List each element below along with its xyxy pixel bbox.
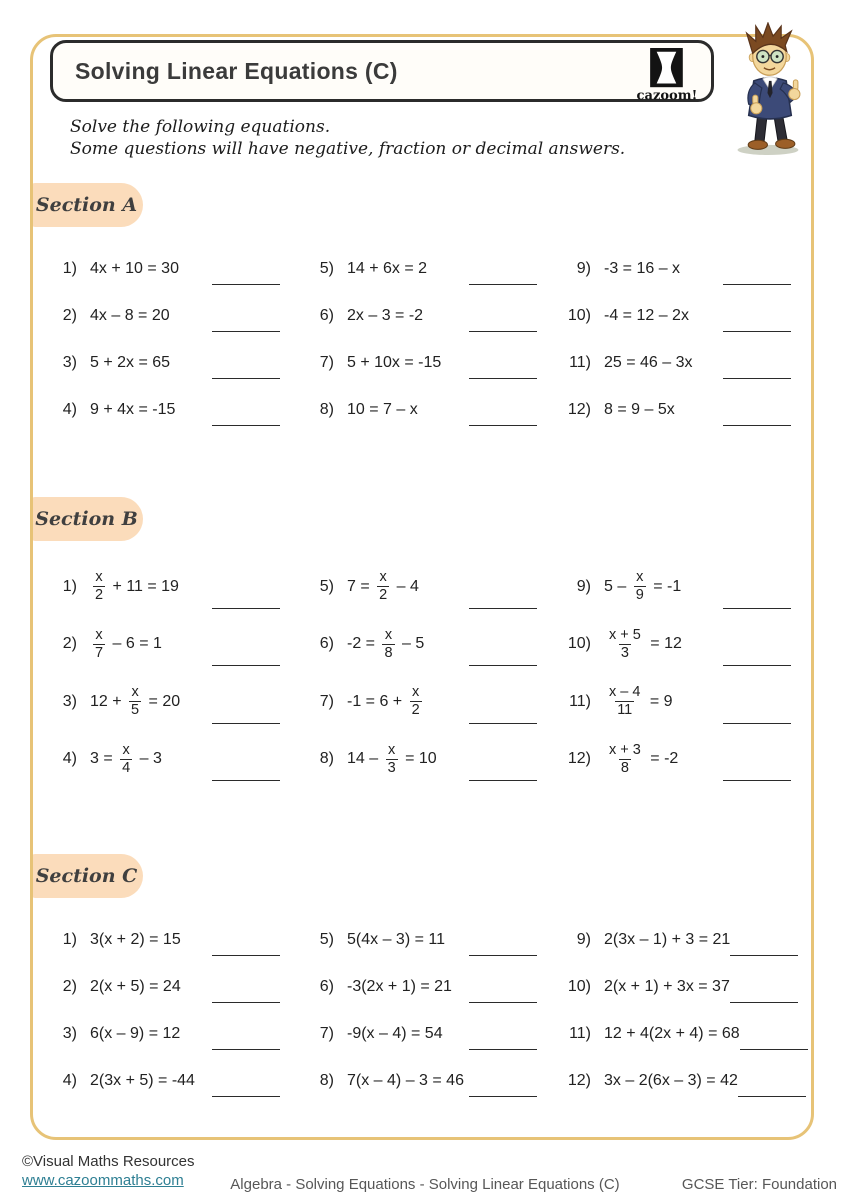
fraction-numerator: x (412, 684, 420, 701)
equation (90, 570, 179, 603)
question-number: 10) (567, 306, 591, 324)
fraction (410, 685, 422, 718)
question-row (559, 616, 813, 674)
question-number: 8) (319, 1071, 334, 1089)
equation-text: 12 + (90, 692, 127, 710)
question-row (302, 292, 559, 339)
equation-text: 6(x – 9) = 12 (90, 1024, 181, 1042)
copyright-text: ©Visual Maths Resources (22, 1153, 195, 1170)
equation (604, 978, 730, 996)
fraction-numerator: x (95, 569, 103, 586)
question-number: 11) (569, 353, 591, 371)
fraction-denominator: 3 (620, 644, 629, 661)
question-row (302, 731, 559, 789)
equation (347, 685, 425, 718)
answer-blank[interactable] (469, 955, 537, 956)
equation-text: – 5 (397, 635, 425, 653)
answer-blank[interactable] (723, 723, 791, 724)
equation-text: 12 + 4(2x + 4) = 68 (604, 1024, 740, 1042)
section-c (30, 854, 820, 1104)
question-row (559, 963, 813, 1010)
equation-text: 4x – 8 = 20 (90, 306, 170, 324)
question-row (45, 616, 302, 674)
answer-blank[interactable] (469, 723, 537, 724)
section-c-label: Section C (35, 865, 138, 887)
question-row (45, 1010, 302, 1057)
question-number: 12) (567, 750, 591, 768)
fraction (386, 743, 398, 776)
question-row (302, 339, 559, 386)
fraction-denominator: 11 (617, 702, 633, 719)
question-number: 5) (319, 259, 334, 277)
equation-text: 2(3x + 5) = -44 (90, 1071, 195, 1089)
equation (604, 307, 689, 325)
equation (90, 1072, 195, 1090)
instructions (70, 116, 625, 160)
answer-blank[interactable] (469, 284, 537, 285)
section-c-tab (30, 854, 143, 898)
question-number: 6) (319, 635, 334, 653)
question-number: 12) (567, 400, 591, 418)
question-number: 11) (569, 692, 591, 710)
fraction-denominator: 9 (635, 587, 644, 604)
page-title: Solving Linear Equations (C) (75, 57, 398, 84)
equation-text: 5 – (604, 577, 631, 595)
equation-text: 7 = (347, 577, 375, 595)
equation-text: 5 + 10x = -15 (347, 353, 442, 371)
section-a (30, 183, 820, 433)
fraction-denominator: 8 (384, 644, 393, 661)
fraction (120, 743, 132, 776)
equation (604, 401, 675, 419)
equation (604, 354, 693, 372)
fraction (377, 570, 389, 603)
question-row (45, 1057, 302, 1104)
equation (90, 931, 181, 949)
fraction-numerator: x (384, 626, 393, 643)
answer-blank[interactable] (212, 780, 280, 781)
equation-text: 9 + 4x = -15 (90, 400, 176, 418)
equation (347, 743, 437, 776)
equation (604, 260, 680, 278)
question-number: 1) (62, 259, 77, 277)
mascot-boy-icon (718, 22, 822, 156)
answer-blank[interactable] (212, 1096, 280, 1097)
question-number: 6) (319, 306, 334, 324)
fraction-denominator: 5 (131, 702, 140, 719)
equation-text: 5(4x – 3) = 11 (347, 930, 445, 948)
equation-text: = 9 (645, 692, 673, 710)
question-number: 2) (62, 306, 77, 324)
equation (604, 1025, 740, 1043)
equation (90, 743, 162, 776)
equation (90, 685, 180, 718)
answer-blank[interactable] (212, 665, 280, 666)
equation (604, 628, 682, 661)
question-number: 3) (62, 353, 77, 371)
question-number: 5) (319, 577, 334, 595)
section-b-tab (30, 497, 143, 541)
answer-blank[interactable] (212, 331, 280, 332)
equation (604, 1072, 738, 1090)
fraction (634, 570, 646, 603)
equation (90, 978, 181, 996)
answer-blank[interactable] (212, 425, 280, 426)
equation-text: -1 = 6 + (347, 692, 407, 710)
equation-text: 2(x + 5) = 24 (90, 977, 181, 995)
fraction-numerator: x + 3 (609, 741, 641, 758)
section-a-label: Section A (35, 194, 138, 216)
question-number: 9) (576, 259, 591, 277)
equation-text: 3x – 2(6x – 3) = 42 (604, 1071, 738, 1089)
question-row (302, 386, 559, 433)
answer-blank[interactable] (469, 331, 537, 332)
question-row (45, 916, 302, 963)
equation-text: = -2 (645, 750, 679, 768)
answer-blank[interactable] (738, 1096, 806, 1097)
question-number: 9) (576, 930, 591, 948)
question-row (45, 292, 302, 339)
equation-text: + 11 = 19 (108, 577, 179, 595)
equation (604, 743, 678, 776)
equation (90, 401, 175, 419)
fraction (607, 743, 643, 776)
equation-text: -3(2x + 1) = 21 (347, 977, 452, 995)
equation (347, 307, 423, 325)
equation-text: 5 + 2x = 65 (90, 353, 171, 371)
footer-tier: GCSE Tier: Foundation (681, 1176, 837, 1193)
question-row (302, 673, 559, 731)
equation-text: 3 = (90, 750, 118, 768)
question-row (302, 558, 559, 616)
question-row (45, 963, 302, 1010)
question-number: 2) (62, 977, 77, 995)
question-row (45, 245, 302, 292)
question-row (45, 731, 302, 789)
equation-text: -9(x – 4) = 54 (347, 1024, 443, 1042)
question-row (302, 1057, 559, 1104)
section-c-questions (45, 916, 813, 1104)
question-row (559, 386, 813, 433)
equation-text: -3 = 16 – x (604, 259, 681, 277)
question-number: 4) (62, 750, 77, 768)
answer-blank[interactable] (469, 1096, 537, 1097)
equation-text: = 10 (400, 750, 437, 768)
fraction-denominator: 2 (95, 587, 104, 604)
fraction (93, 570, 105, 603)
equation-text: – 6 = 1 (108, 635, 162, 653)
question-number: 3) (62, 1024, 77, 1042)
equation-text: = -1 (648, 577, 682, 595)
answer-blank[interactable] (212, 608, 280, 609)
answer-blank[interactable] (723, 780, 791, 781)
equation-text: 8 = 9 – 5x (604, 400, 675, 418)
question-number: 12) (567, 1071, 591, 1089)
question-number: 8) (319, 400, 334, 418)
fraction-numerator: x – 4 (609, 684, 641, 701)
answer-blank[interactable] (469, 665, 537, 666)
answer-blank[interactable] (740, 1049, 808, 1050)
question-row (45, 339, 302, 386)
question-row (559, 673, 813, 731)
answer-blank[interactable] (469, 378, 537, 379)
equation-text: 7(x – 4) – 3 = 46 (347, 1071, 464, 1089)
equation (347, 931, 445, 949)
cazoom-logo (631, 48, 701, 104)
answer-blank[interactable] (723, 425, 791, 426)
fraction-denominator: 8 (620, 759, 629, 776)
answer-blank[interactable] (212, 284, 280, 285)
answer-blank[interactable] (212, 1002, 280, 1003)
answer-blank[interactable] (730, 955, 798, 956)
equation (90, 354, 170, 372)
question-row (302, 616, 559, 674)
fraction (607, 628, 643, 661)
fraction-denominator: 7 (95, 644, 104, 661)
equation-text: -4 = 12 – 2x (604, 306, 689, 324)
answer-blank[interactable] (723, 331, 791, 332)
equation (90, 1025, 180, 1043)
equation (347, 570, 419, 603)
question-row (559, 292, 813, 339)
equation (90, 307, 170, 325)
section-b (30, 497, 820, 788)
question-number: 10) (567, 977, 591, 995)
answer-blank[interactable] (469, 780, 537, 781)
answer-blank[interactable] (730, 1002, 798, 1003)
equation-text: – 4 (392, 577, 419, 595)
equation (347, 401, 418, 419)
question-number: 7) (319, 692, 334, 710)
mascot-boy-illustration (718, 22, 822, 156)
equation (90, 260, 179, 278)
question-row (559, 1010, 813, 1057)
cazoom-logo-text: cazoom! (636, 88, 698, 104)
answer-blank[interactable] (469, 1002, 537, 1003)
question-row (559, 339, 813, 386)
question-number: 6) (319, 977, 334, 995)
equation (347, 1025, 443, 1043)
question-row (559, 245, 813, 292)
equation (90, 628, 162, 661)
question-number: 7) (319, 1024, 334, 1042)
equation (347, 260, 427, 278)
question-number: 4) (62, 1071, 77, 1089)
answer-blank[interactable] (212, 723, 280, 724)
equation-text: 3(x + 2) = 15 (90, 930, 181, 948)
answer-blank[interactable] (723, 665, 791, 666)
answer-blank[interactable] (723, 284, 791, 285)
question-row (559, 558, 813, 616)
equation-text: 14 + 6x = 2 (347, 259, 428, 277)
question-row (302, 916, 559, 963)
equation-text: 14 – (347, 750, 383, 768)
question-row (45, 673, 302, 731)
fraction-numerator: x (95, 626, 103, 643)
question-number: 9) (576, 577, 591, 595)
answer-blank[interactable] (469, 608, 537, 609)
question-row (302, 963, 559, 1010)
fraction-numerator: x (388, 741, 396, 758)
answer-blank[interactable] (212, 378, 280, 379)
question-number: 5) (319, 930, 334, 948)
fraction (129, 685, 141, 718)
section-a-questions (45, 245, 813, 433)
footer-breadcrumb: Algebra - Solving Equations - Solving Linear Equations (C) (230, 1176, 620, 1193)
equation-text: – 3 (135, 750, 162, 768)
question-row (302, 1010, 559, 1057)
question-row (45, 386, 302, 433)
answer-blank[interactable] (212, 955, 280, 956)
fraction-numerator: x (636, 569, 644, 586)
equation-text: 2x – 3 = -2 (347, 306, 424, 324)
answer-blank[interactable] (212, 1049, 280, 1050)
section-a-tab (30, 183, 143, 227)
answer-blank[interactable] (469, 425, 537, 426)
equation-text: -2 = (347, 635, 380, 653)
question-number: 8) (319, 750, 334, 768)
equation-text: 2(x + 1) + 3x = 37 (604, 977, 730, 995)
instructions-line-2: Some questions will have negative, fraction or decimal answers. (70, 139, 626, 159)
section-b-questions (45, 558, 813, 788)
fraction-numerator: x (379, 569, 387, 586)
question-row (45, 558, 302, 616)
question-row (302, 245, 559, 292)
question-number: 4) (62, 400, 77, 418)
question-number: 2) (62, 635, 77, 653)
equation-text: 25 = 46 – 3x (604, 353, 693, 371)
equation (347, 1072, 464, 1090)
answer-blank[interactable] (723, 608, 791, 609)
fraction-denominator: 2 (411, 702, 420, 719)
answer-blank[interactable] (723, 378, 791, 379)
question-row (559, 1057, 813, 1104)
website-link[interactable]: www.cazoommaths.com (22, 1172, 184, 1189)
fraction-denominator: 4 (122, 759, 131, 776)
fraction (93, 628, 105, 661)
question-number: 3) (62, 692, 77, 710)
instructions-line-1: Solve the following equations. (70, 117, 331, 137)
question-number: 1) (62, 577, 77, 595)
fraction-numerator: x (122, 741, 130, 758)
worksheet-title-box (50, 40, 714, 102)
equation (347, 978, 452, 996)
fraction-numerator: x + 5 (609, 626, 641, 643)
question-row (559, 731, 813, 789)
cazoom-logo-icon (631, 48, 701, 104)
fraction (382, 628, 394, 661)
equation (604, 931, 730, 949)
equation-text: 2(3x – 1) + 3 = 21 (604, 930, 731, 948)
question-number: 7) (319, 353, 334, 371)
question-number: 10) (567, 635, 591, 653)
equation (347, 628, 424, 661)
equation (604, 570, 681, 603)
section-b-label: Section B (35, 508, 138, 530)
question-row (559, 916, 813, 963)
fraction-denominator: 3 (387, 759, 396, 776)
fraction-numerator: x (131, 684, 139, 701)
equation-text: 4x + 10 = 30 (90, 259, 179, 277)
equation-text: = 20 (144, 692, 181, 710)
equation (604, 685, 673, 718)
equation (347, 354, 441, 372)
equation-text: 10 = 7 – x (347, 400, 418, 418)
question-number: 1) (62, 930, 77, 948)
question-number: 11) (569, 1024, 591, 1042)
equation-text: = 12 (645, 635, 682, 653)
fraction-denominator: 2 (379, 587, 388, 604)
fraction (607, 685, 642, 718)
answer-blank[interactable] (469, 1049, 537, 1050)
